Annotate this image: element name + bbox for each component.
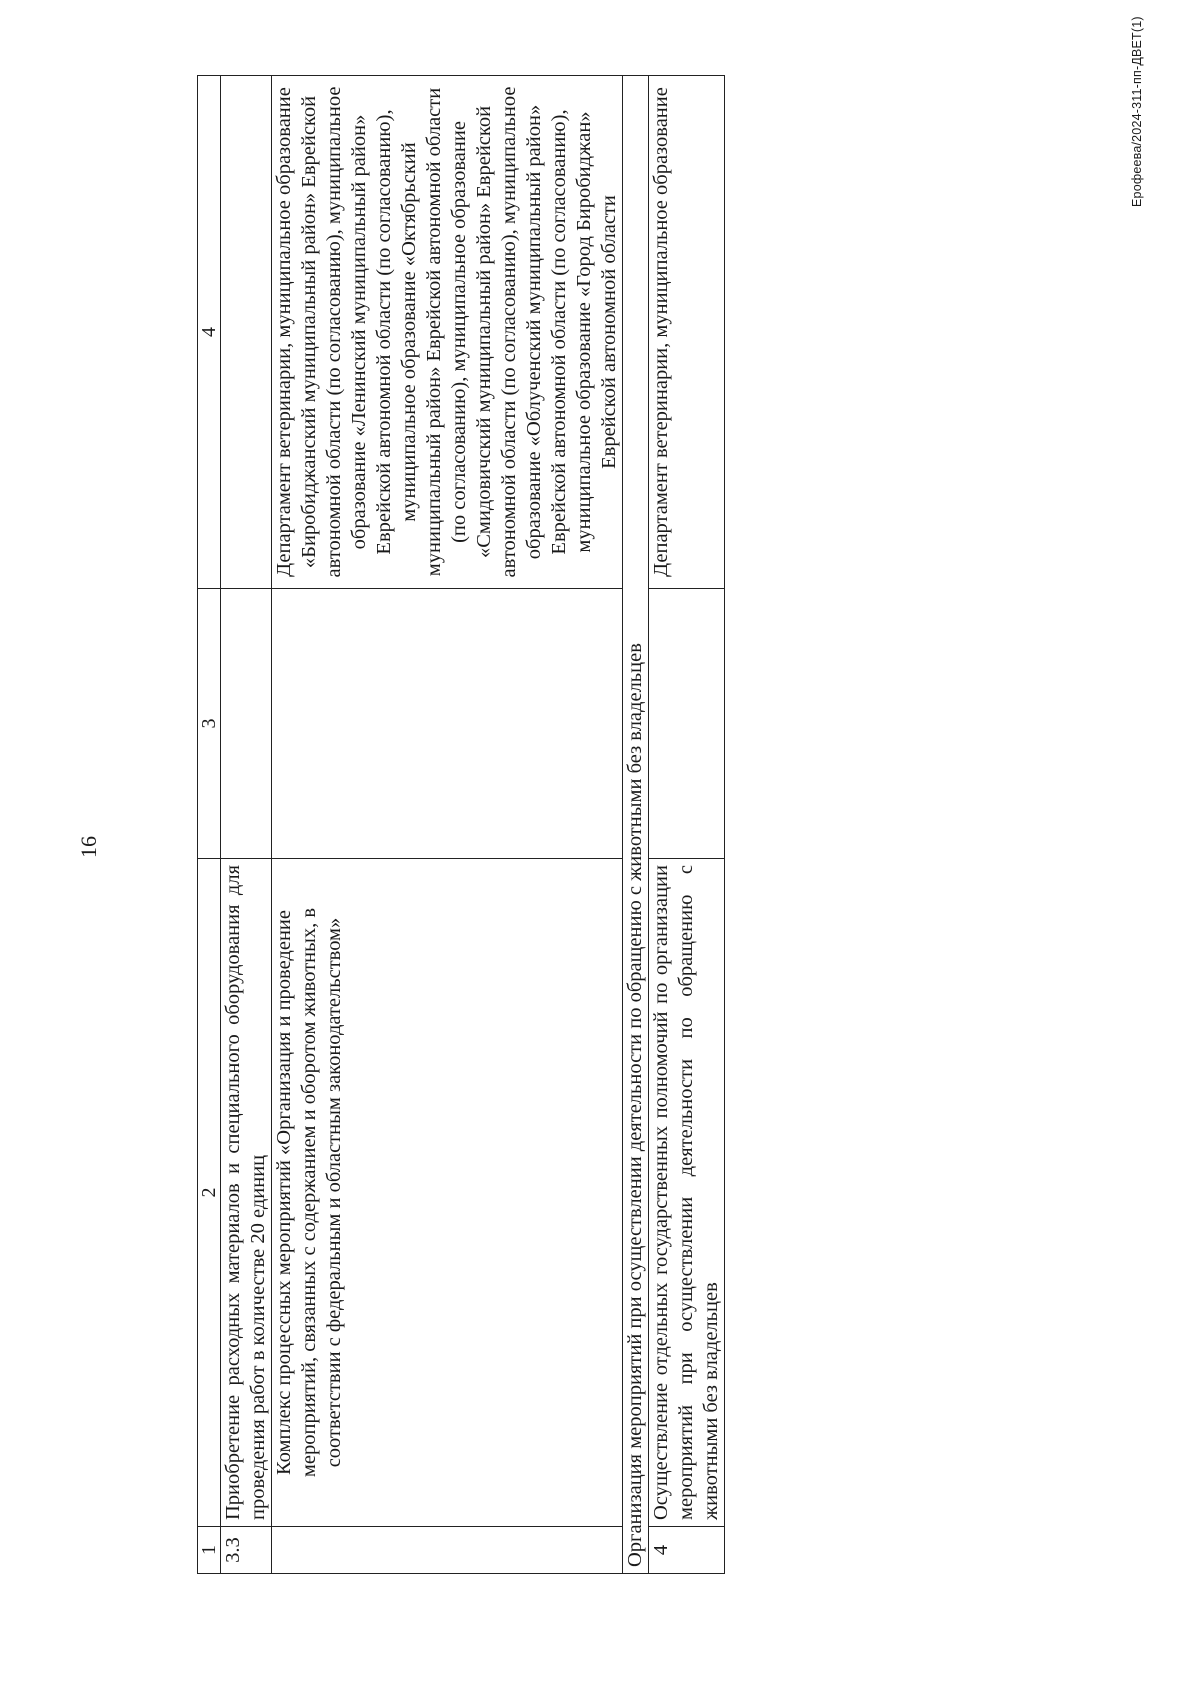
header-cell-2: 2 <box>198 859 221 1527</box>
header-cell-4: 4 <box>198 76 221 589</box>
table-row <box>272 76 623 1574</box>
row-description: Комплекс процессных мероприятий «Организация и проведение мероприятий, связанных с содержанием и оборотом животных, в соответствии с федеральным и областным законодательством» <box>272 859 623 1527</box>
row-description: Осуществление отдельных государственных полномочий по организации мероприятий при осуществлении деятельности по обращению с животными без владельцев <box>649 859 725 1527</box>
row-number <box>272 1527 623 1574</box>
table-row <box>649 76 725 1574</box>
page-number: 16 <box>76 836 101 858</box>
header-cell-1: 1 <box>198 1527 221 1574</box>
row-responsible: Департамент ветеринарии, муниципальное образование <box>649 76 725 589</box>
header-cell-3: 3 <box>198 589 221 859</box>
table-header-row <box>198 76 221 1574</box>
program-table <box>197 75 725 1574</box>
document-code: Ерофеева/2024-311-пп-ДВЕТ(1) <box>1130 16 1144 207</box>
table-row <box>221 76 272 1574</box>
row-number: 4 <box>649 1527 725 1574</box>
row-result <box>221 589 272 859</box>
row-responsible: Департамент ветеринарии, муниципальное образование «Биробиджанский муниципальный район» Еврейской автономной области (по согласованию), муниципальное образование «Ленинский муниципальный район» Еврейской автономной области (по согласованию), муниципальное образование «Октябрьский муниципальный район» Еврейской автономной области (по согласованию), муниципальное образование «Смидовичский муниципальный район» Еврейской автономной области (по согласованию), муниципальное образование «Облученский муниципальный район» Еврейской автономной области (по согласованию), муниципальное образование «Город Биробиджан» Еврейской автономной области <box>272 76 623 589</box>
row-number: 3.3 <box>221 1527 272 1574</box>
section-title-row <box>623 76 649 1574</box>
row-result <box>649 589 725 859</box>
section-title: Организация мероприятий при осуществлении деятельности по обращению с животными без владельцев <box>623 76 649 1574</box>
row-result <box>272 589 623 859</box>
row-responsible <box>221 76 272 589</box>
row-description: Приобретение расходных материалов и специального оборудования для проведения работ в количестве 20 единиц <box>221 859 272 1527</box>
